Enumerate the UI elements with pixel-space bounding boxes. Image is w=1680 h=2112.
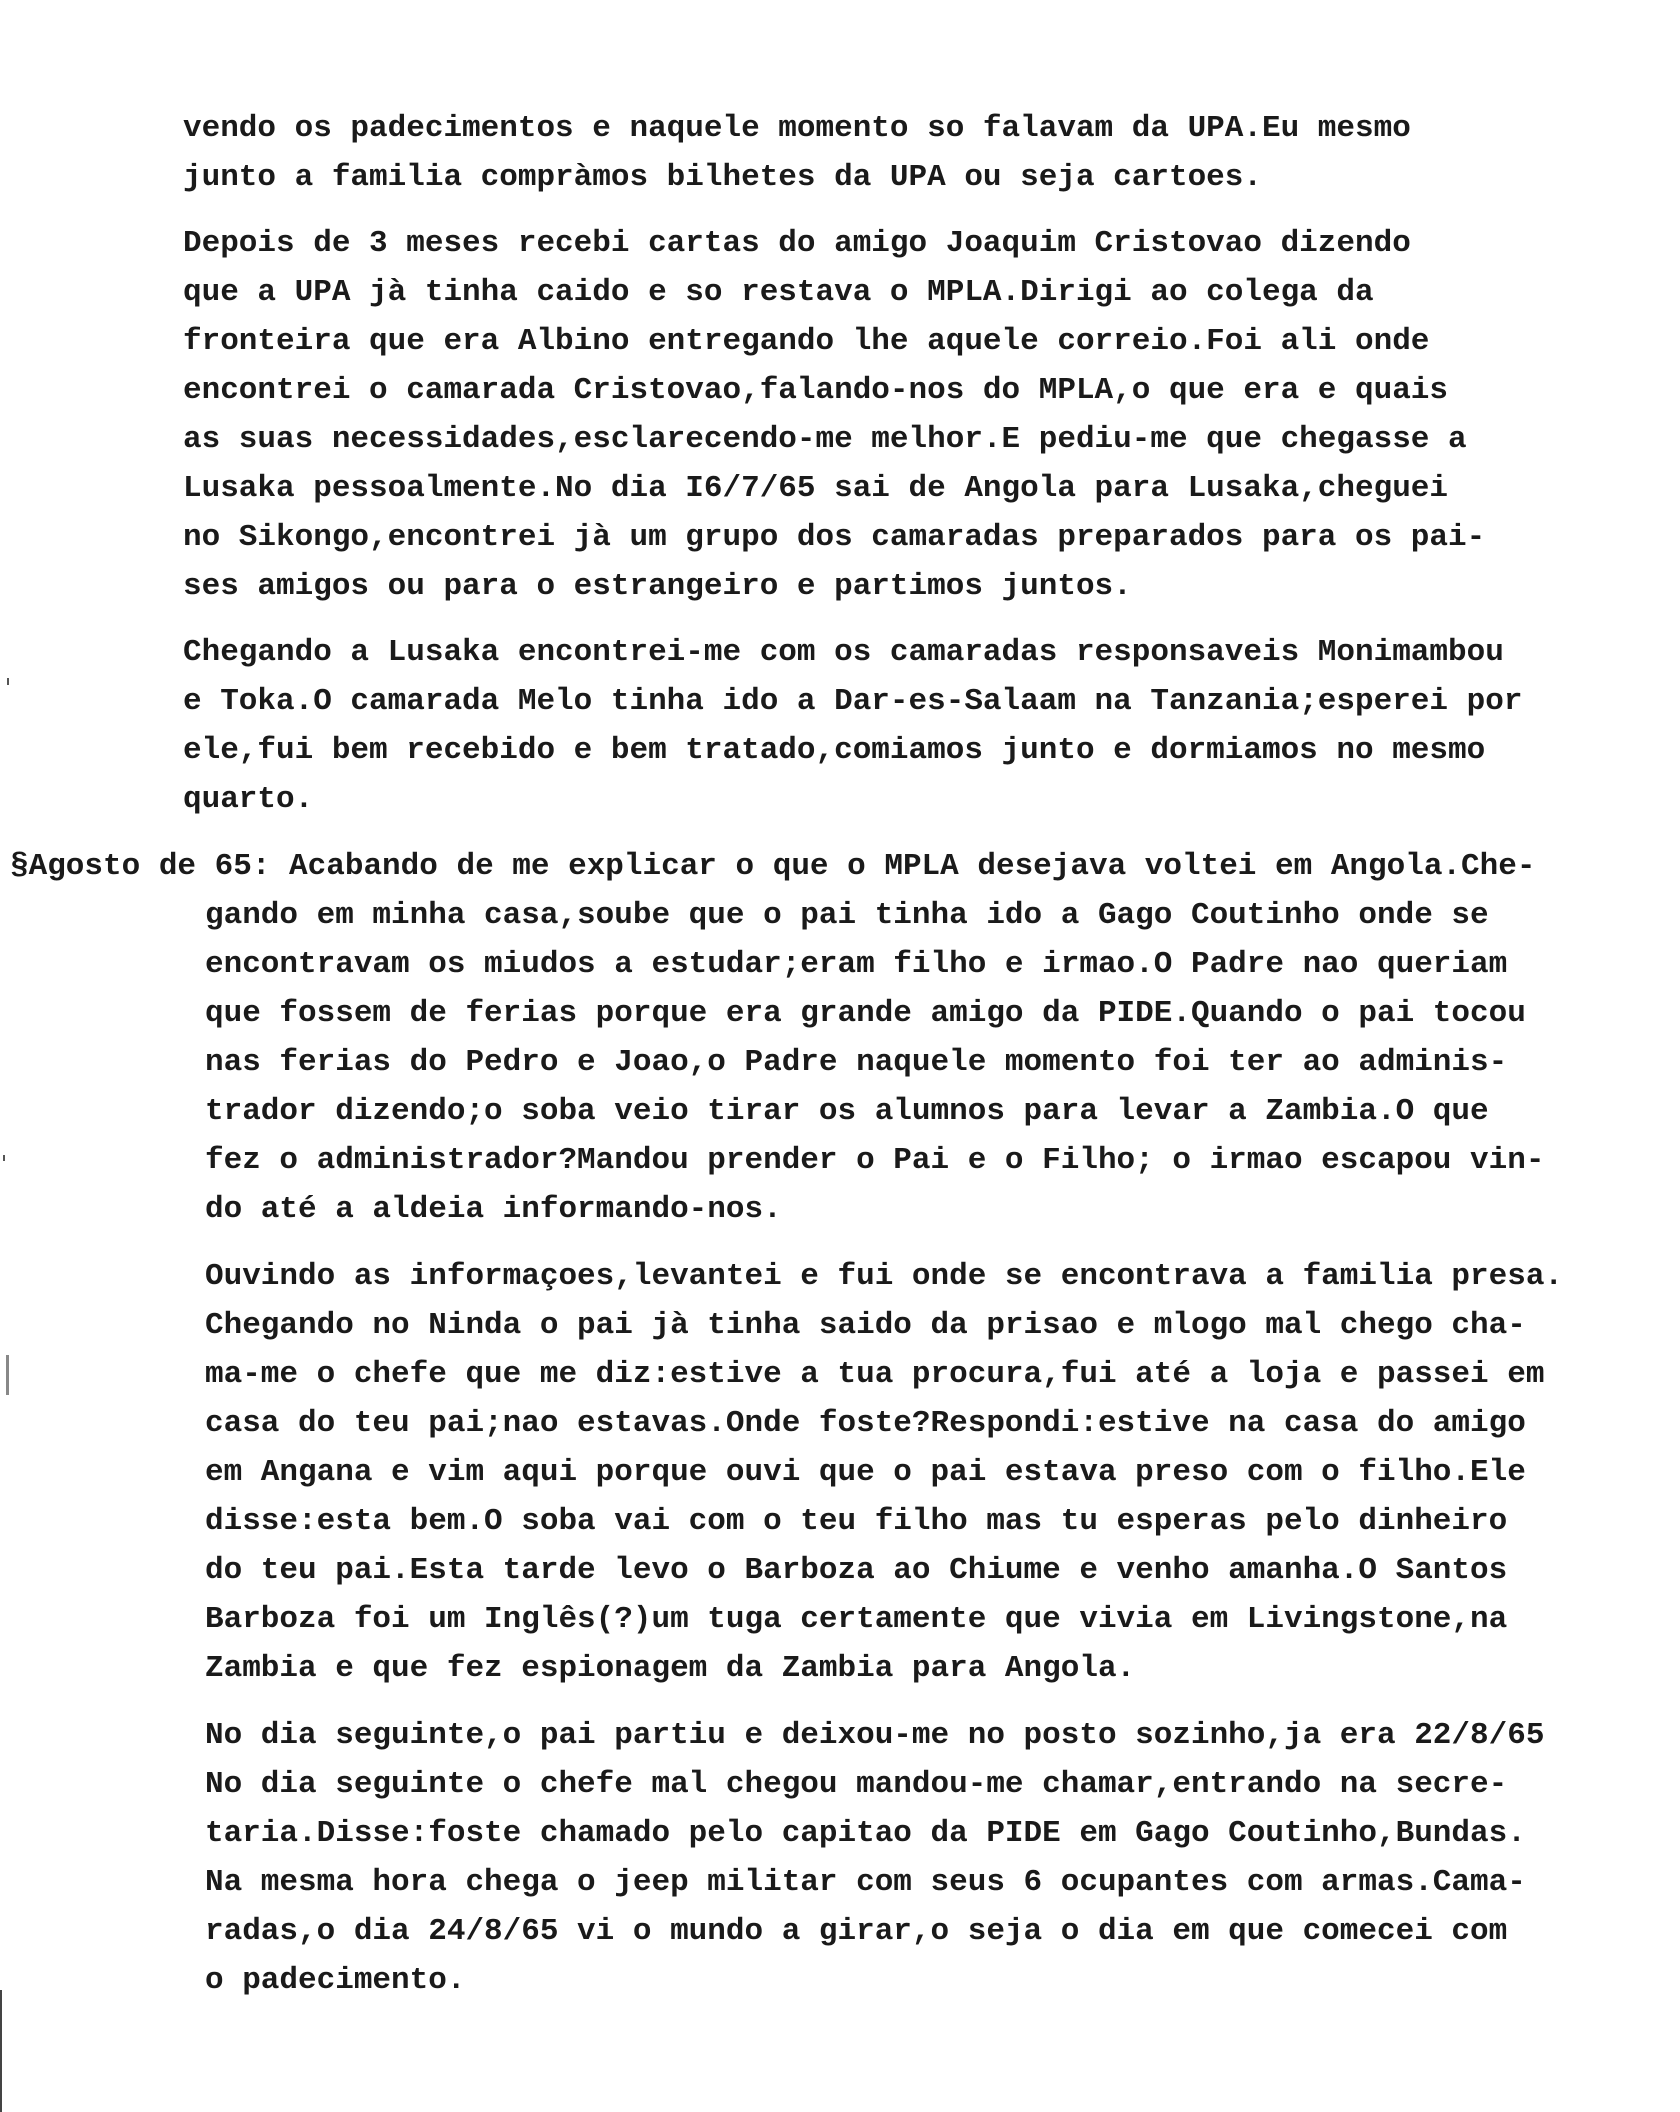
text-line: ma-me o chefe que me diz:estive a tua procura,fui até a loja e passei em [205, 1357, 1545, 1392]
text-line: quarto. [183, 782, 314, 817]
text-line: o padecimento. [205, 1963, 466, 1998]
text-line: nas ferias do Pedro e Joao,o Padre naquele momento foi ter ao adminis- [205, 1045, 1508, 1080]
text-line: em Angana e vim aqui porque ouvi que o pai estava preso com o filho.Ele [205, 1455, 1526, 1490]
text-line: Zambia e que fez espionagem da Zambia para Angola. [205, 1651, 1136, 1686]
text-line: no Sikongo,encontrei jà um grupo dos camaradas preparados para os pai- [183, 520, 1486, 555]
text-line: que fossem de ferias porque era grande amigo da PIDE.Quando o pai tocou [205, 996, 1526, 1031]
text-line: fronteira que era Albino entregando lhe aquele correio.Foi ali onde [183, 324, 1430, 359]
text-line: Lusaka pessoalmente.No dia I6/7/65 sai de Angola para Lusaka,cheguei [183, 471, 1449, 506]
scan-speck [3, 1155, 5, 1161]
text-line: Chegando no Ninda o pai jà tinha saido da prisao e mlogo mal chego cha- [205, 1308, 1526, 1343]
text-line: ses amigos ou para o estrangeiro e partimos juntos. [183, 569, 1132, 604]
text-line: Ouvindo as informaçoes,levantei e fui onde se encontrava a familia presa. [205, 1259, 1564, 1294]
text-line: encontrei o camarada Cristovao,falando-nos do MPLA,o que era e quais [183, 373, 1449, 408]
text-line: vendo os padecimentos e naquele momento so falavam da UPA.Eu mesmo [183, 111, 1411, 146]
text-line: disse:esta bem.O soba vai com o teu filho mas tu esperas pelo dinheiro [205, 1504, 1508, 1539]
text-line: que a UPA jà tinha caido e so restava o MPLA.Dirigi ao colega da [183, 275, 1374, 310]
text-line: as suas necessidades,esclarecendo-me melhor.E pediu-me que chegasse a [183, 422, 1467, 457]
text-line: e Toka.O camarada Melo tinha ido a Dar-es-Salaam na Tanzania;esperei por [183, 684, 1523, 719]
text-line: trador dizendo;o soba veio tirar os alumnos para levar a Zambia.O que [205, 1094, 1489, 1129]
text-line: encontravam os miudos a estudar;eram filho e irmao.O Padre nao queriam [205, 947, 1508, 982]
text-line: radas,o dia 24/8/65 vi o mundo a girar,o seja o dia em que comecei com [205, 1914, 1508, 1949]
text-line: Na mesma hora chega o jeep militar com seus 6 ocupantes com armas.Cama- [205, 1865, 1526, 1900]
scan-edge-mark [0, 1990, 2, 2112]
text-line: do teu pai.Esta tarde levo o Barboza ao Chiume e venho amanha.O Santos [205, 1553, 1508, 1588]
scan-speck [7, 678, 9, 685]
text-line: Chegando a Lusaka encontrei-me com os camaradas responsaveis Monimambou [183, 635, 1504, 670]
scan-smudge [6, 1355, 9, 1395]
text-line: taria.Disse:foste chamado pelo capitao da PIDE em Gago Coutinho,Bundas. [205, 1816, 1526, 1851]
text-line: do até a aldeia informando-nos. [205, 1192, 782, 1227]
text-line: No dia seguinte,o pai partiu e deixou-me no posto sozinho,ja era 22/8/65 [205, 1718, 1545, 1753]
text-line: Depois de 3 meses recebi cartas do amigo Joaquim Cristovao dizendo [183, 226, 1411, 261]
text-line: Barboza foi um Inglês(?)um tuga certamente que vivia em Livingstone,na [205, 1602, 1508, 1637]
text-line: gando em minha casa,soube que o pai tinha ido a Gago Coutinho onde se [205, 898, 1489, 933]
text-line: No dia seguinte o chefe mal chegou mandou-me chamar,entrando na secre- [205, 1767, 1508, 1802]
text-line: fez o administrador?Mandou prender o Pai e o Filho; o irmao escapou vin- [205, 1143, 1545, 1178]
text-line: ele,fui bem recebido e bem tratado,comiamos junto e dormiamos no mesmo [183, 733, 1486, 768]
section-heading-line: §Agosto de 65: Acabando de me explicar o que o MPLA desejava voltei em Angola.Che- [10, 849, 1536, 884]
text-line: junto a familia compràmos bilhetes da UPA ou seja cartoes. [183, 160, 1262, 195]
text-line: casa do teu pai;nao estavas.Onde foste?Respondi:estive na casa do amigo [205, 1406, 1526, 1441]
